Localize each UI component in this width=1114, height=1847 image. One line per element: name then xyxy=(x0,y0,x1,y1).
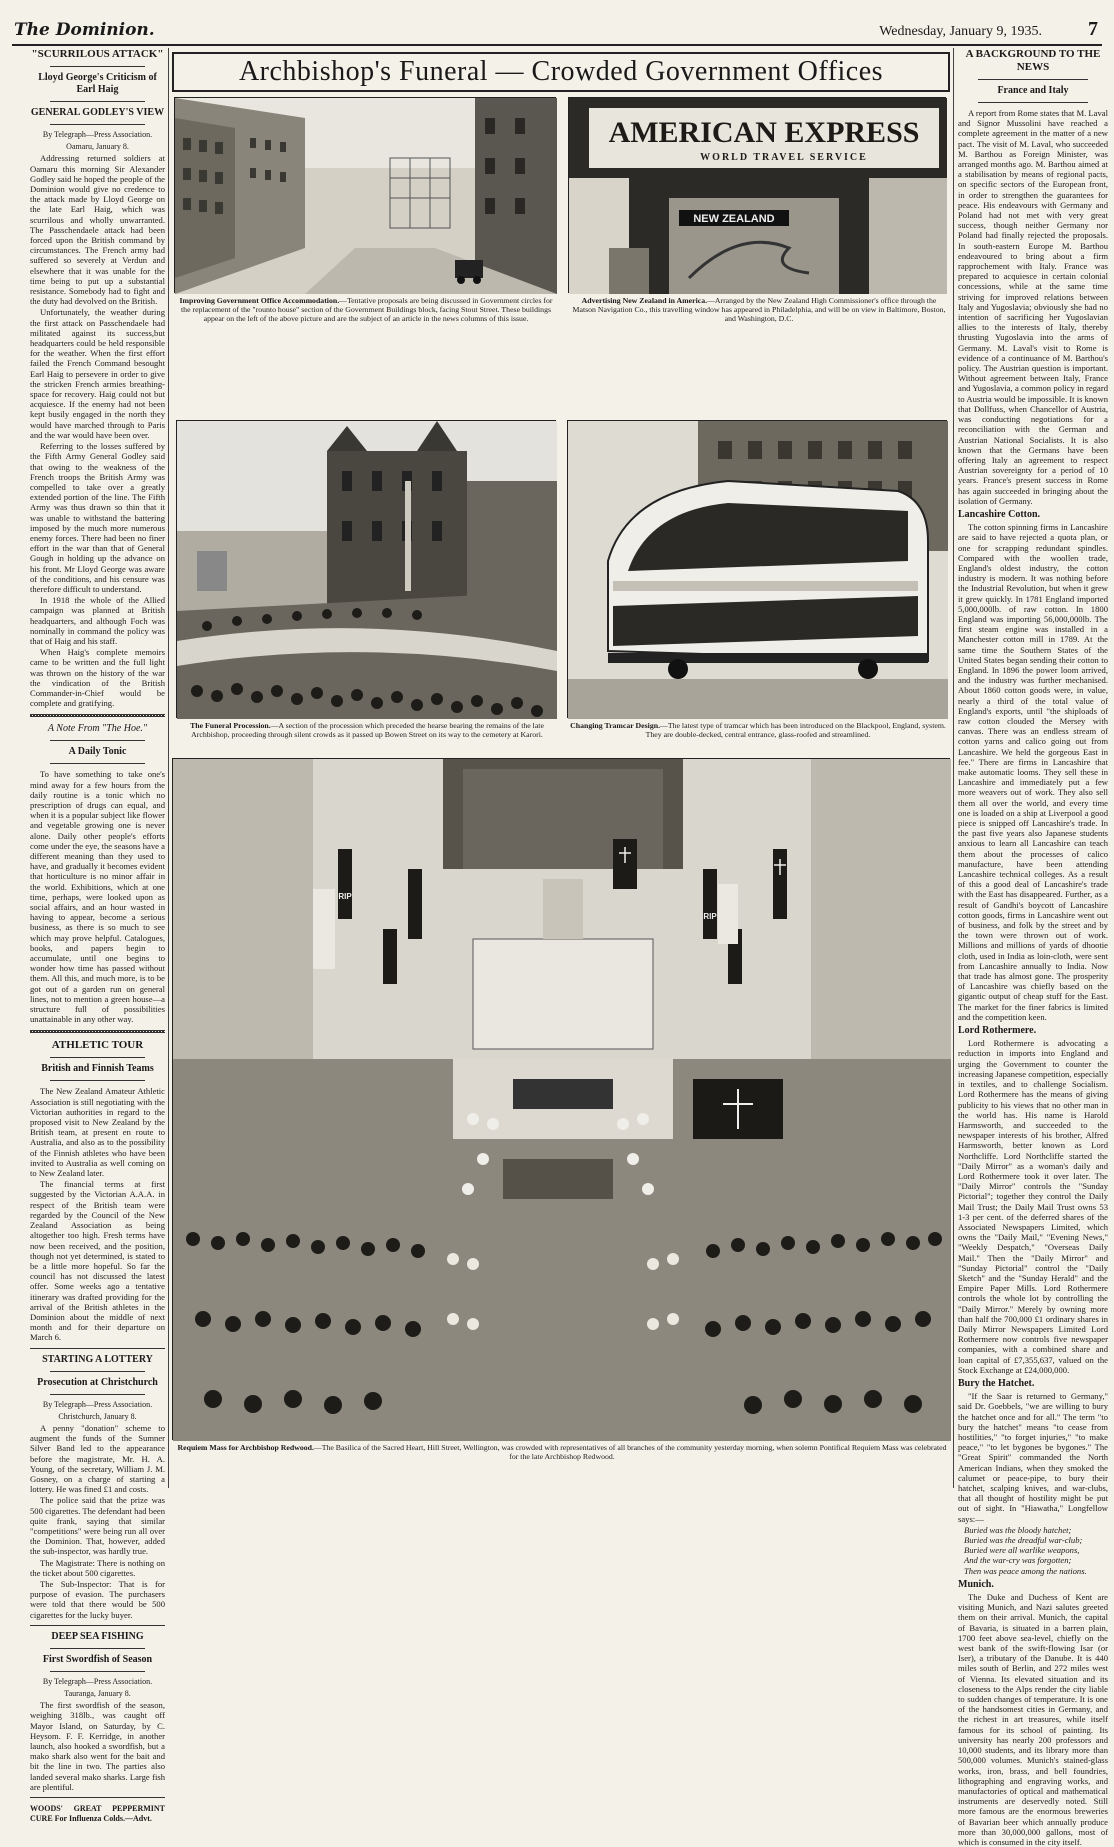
article-paragraph: Addressing returned soldiers at Oamaru this morning Sir Alexander Godley said he hoped the people of the Dominion would give no credence to the attack made by Lloyd George on the late Earl Haig, which was scurrilous and wholly unwarranted. The Passchendaele attack had been forced upon the British command by circumstances. The French army had suffered so severely at Verdun and elsewhere that it was unable for the time being to put up a substantial resistance. Somebody had to fight and the duty had devolved on the British. xyxy=(30,153,165,307)
page-title: Archbishop's Funeral — Crowded Government Offices xyxy=(172,52,950,92)
photo-funeral-procession xyxy=(176,420,556,718)
caption-text: —The latest type of tramcar which has been introduced on the Blackpool, England, system. They are double-decked, central entrance, glass-roofed and streamlined. xyxy=(645,721,946,740)
banner-text: NEW ZEALAND xyxy=(693,213,775,225)
article-byline: By Telegraph—Press Association. xyxy=(42,1676,153,1686)
photo-caption xyxy=(570,296,948,324)
section-heading: Lord Rothermere. xyxy=(958,1025,1037,1037)
section-divider xyxy=(30,1030,165,1033)
caption-title: Changing Tramcar Design. xyxy=(570,721,661,730)
article-dateline: Oamaru, January 8. xyxy=(66,142,129,152)
sign-text: AMERICAN EXPRESS xyxy=(608,116,920,149)
article-paragraph: The police said that the prize was 500 cigarettes. The defendant had been quite frank, saying that similar "competitions" were being run all over the Dominion. That, however, added the sub-inspector, was hardly true. xyxy=(30,1495,165,1557)
banner-rip-text: RIP xyxy=(703,912,717,921)
poem-line: Buried was the dreadful war-club; xyxy=(964,1535,1083,1546)
article-paragraph: Lord Rothermere is advocating a reduction in imports into England and urging the Government to counter the increasing Japanese competition, especially in textiles, and to challenge Socialism. Lord Rothermere has the means of giving publicity to his views that no other man in the world has. His name is Harold Harmsworth, and succeeded to the newspaper interests of his brother, Alfred Harmsworth, better known as Lord Northcliffe. Lord Northcliffe started the "Daily Mirror" as a woman's daily and Lord Rothermere took it over later. The "Daily Mirror" controls the "Sunday Pictorial"; together they control the Daily Mail Trust; the Daily Mail Trust owns 53 1-3 per cent. of the deferred shares of the Associated Newspapers Limited, which owns the "Daily Mail," "Evening News," "Weekly Despatch," "Overseas Daily Mail." Then the "Daily Mirror" and "Sunday Pictorial" control the "Daily Sketch" and the "Sunday Herald" and the Empire Paper Mills. Lord Rothermere controls the whole lot by controlling the "Daily Mirror." Merely by owning more than half the 700,000 £1 ordinary shares in Daily Mirror Newspapers Limited Lord Rothermere now controls five newspaper companies, with a combined share and loan capital of £7,355,637, valued on the Stock Exchange at £24,000,000. xyxy=(958,1038,1108,1375)
right-column xyxy=(958,48,1108,1847)
article-paragraph: The financial terms at first suggested by the Victorian A.A.A. in respect of the British team were regarded by the Council of the New Zealand Association as being altogether too high. Fresh terms have now been received, and the position, though not yet determined, is stated to be a little more hopeful. So far the council has not discussed the latest offer. Some weeks ago a tentative itinerary was drafted providing for the arrival of the British athletes in the Dominion about the middle of next month and for their departure on March 6. xyxy=(30,1179,165,1343)
basilica-interior-image xyxy=(173,759,951,1441)
banner-rip-text: RIP xyxy=(338,892,352,901)
photo-caption xyxy=(178,721,556,739)
poem-line: Buried was the bloody hatchet; xyxy=(964,1524,1072,1535)
photo-government-offices xyxy=(174,97,556,293)
article-paragraph: The Duke and Duchess of Kent are visiting Munich, and Nazi salutes greeted them on their arrival. Munich, the capital of Bavaria, is situated in a barren plain, 1700 feet above sea-level, chiefly on the west bank of the swift-flowing Isar (or Iser), a tributary of the Danube. It is 440 miles south of Berlin, and 272 miles west of Vienna. Its elevated situation and its closeness to the Alps render the city liable to sudden changes of temperature. It is one of the handsomest cities in Germany, and the richest in art treasures, while itself famous for its school of painting. Its university has nearly 200 professors and 10,000 students, and its library more than 500,000 volumes. Munich's stained-glass works, iron, brass, and bell foundries, lithographing and engraving works, and manufactories of optical and mathematical instruments are deservedly noted. Still more famous are the enormous breweries of Bavarian beer which annually produce more than 30,000,000 gallons, most of which is consumed in the city itself. xyxy=(958,1592,1108,1847)
article-byline: By Telegraph—Press Association. xyxy=(42,1399,153,1409)
column-headline: A BACKGROUND TO THE NEWS xyxy=(965,48,1101,73)
article-paragraph: The first swordfish of the season, weighing 318lb., was caught off Mayor Island, on Saturday, by C. Heysom. F. F. Kerridge, in another launch, also hooked a swordfish, but a mako shark also went for the bait and bit the line in two. The parties also landed several mako sharks. Large fish are plentiful. xyxy=(30,1700,165,1792)
advertisement: WOODS' GREAT PEPPERMINT CURE For Influenza Colds.—Advt. xyxy=(30,1804,165,1824)
shop-window-image xyxy=(569,98,947,294)
article-paragraph: When Haig's complete memoirs came to be written and the full light was thrown on the history of the war the vindication of the British Commander-in-Chief would be complete and gratifying. xyxy=(30,647,165,709)
caption-title: Requiem Mass for Archbishop Redwood. xyxy=(177,1443,314,1452)
poem-line: Then was peace among the nations. xyxy=(964,1565,1087,1576)
masthead xyxy=(12,20,1102,46)
caption-text: —A section of the procession which preceded the hearse bearing the remains of the late Archbishop, proceeding through silent crowds as it passed up Bowen Street on its way to the cemetery at Karori. xyxy=(191,721,544,740)
photo-requiem-mass xyxy=(172,758,950,1440)
left-column xyxy=(30,48,165,1824)
article-paragraph: Referring to the losses suffered by the Fifth Army General Godley said that owing to the weakness of the French troops the British Army was compelled to take over a greatly extended portion of the line. The Fifth Army was thus drawn so thin that it was unable to withstand the battering imposed by the much more numerous enemy forces. There had been no finer effort in the war than that of General Gough in holding up the advance on his front. Mr Lloyd George was aware of the conditions, and his censure was therefore difficult to understand. xyxy=(30,441,165,594)
article-subheadline: First Swordfish of Season xyxy=(42,1653,153,1665)
issue-date: Wednesday, January 9, 1935. xyxy=(879,24,1042,39)
caption-title: Improving Government Office Accommodation. xyxy=(179,296,340,305)
poem-line: And the war-cry was forgotten; xyxy=(964,1555,1072,1566)
article-headline: DEEP SEA FISHING xyxy=(51,1630,144,1642)
caption-text: —Arranged by the New Zealand High Commissioner's office through the Matson Navigation Co., this travelling window has appeared in Philadelphia, and will be on view in Baltimore, Boston, and Washington, D.C. xyxy=(572,296,946,324)
article-subheadline: British and Finnish Teams xyxy=(41,1063,154,1075)
street-scene-image xyxy=(175,98,557,294)
article-dateline: Tauranga, January 8. xyxy=(64,1689,131,1698)
article-paragraph: A penny "donation" scheme to augment the funds of the Sumner Silver Band led to the appearance before the magistrate, Mr. H. A. Young, of the secretary, William J. M. Gosney, on a charge of starting a lottery. He was fined £1 and costs. xyxy=(30,1422,165,1495)
page-number: 7 xyxy=(1088,18,1098,40)
section-heading: Munich. xyxy=(958,1578,994,1590)
article-dateline: Christchurch, January 8. xyxy=(58,1411,137,1421)
article-paragraph: Unfortunately, the weather during the first attack on Passchendaele had militated against its success,but headquarters could be held responsible for the weather. When the first effort failed the French Command besought Earl Haig to persevere in order to give the stricken French armies breathing-space for recovery. Haig could not but acquiesce. If the enemy had not been kept busily engaged in the north they would have marched through to Paris and the war would have been over. xyxy=(30,307,165,440)
article-subheadline: France and Italy xyxy=(997,85,1069,96)
article-scurrilous-attack xyxy=(30,48,165,708)
article-paragraph: "If the Saar is returned to Germany," said Dr. Goebbels, "we are willing to bury the hatchet once and for all." The term "to bury the hatchet" means "to cease from hostilities," "to forget injuries," "to make peace," "to let bygones be bygones." The "Great Spirit" commanded the North American Indians, when they smoked the calumet or peace-pipe, to bury their hatchet, scalping knives, and war-clubs, that all thought of hostility might be put out of sight. In "Hiawatha," Longfellow says:— xyxy=(958,1391,1108,1524)
article-paragraph: In 1918 the whole of the Allied campaign was planned at British headquarters, and although Foch was nominally in command the policy was that of Haig and his staff. xyxy=(30,595,165,646)
article-byline: By Telegraph—Press Association. xyxy=(42,130,153,139)
article-paragraph: The cotton spinning firms in Lancashire are said to have rejected a quota plan, or one for scrapping redundant spindles. Compared with the woollen trade, England's oldest industry, the cotton industry is modern. It was nothing before the Industrial Revolution, but when it grew it grew quickly. In 1781 England imported 5,000,000lb. of raw cotton. In 1800 England was importing 56,000,000lb. The first steam engine was installed in a Manchester cotton mill in 1789. At the same time the Southern States of the United States began sending their cotton to England. In 1896 the power loom arrived, and the industry was further mechanised. About 1860 cotton goods were, in value, nearly a third of the total value of England's exports, until "the shiploads of raw cotton clouded the Mersey with canvas. There was an endless stream of cotton yarns and calico going out from Lancashire. We held the gorgeous East in fee." There are firms in Lancashire that make automatic looms. They sell these in Lancashire and immediately put a few more weavers out of work. They also sell them all over the world, and every time one is loaded on a ship at Liverpool a good piece is snipped off Lancashire's trade. In the past five years also Japanese students anxious to learn all Lancashire can teach them about the processes of calico manufacture, have been attending Lancashire technical colleges. As a result of this a good deal of Lancashire's trade with the East has disappeared. Further, as a result of Gandhi's boycott of Lancashire cotton goods, firms in Lancashire went out of business, and folk by the street and by the town were thrown out of work. Millions and millions of yards of dhootie cloth, used in India as loin-cloth, were sent from Lancashire annually to India. Now that trade has almost gone. The prosperity of Lancashire was chiefly based on the gigantic output of cheap stuff for the East. The market for the finer fabrics is limited and the competition keen. xyxy=(958,522,1108,1022)
article-headline: A Note From "The Hoe." xyxy=(47,723,148,735)
article-paragraph: A report from Rome states that M. Laval and Signor Mussolini have reached a complete agreement in the matter of a new pact. The visit of M. Laval, who succeeded M. Barthou as Foreign Minister, was arranged months ago. M. Barthou aimed at a stabilisation by means of regional pacts, on specific sectors of the European front, in order to strengthen the guarantees for peace. His endeavours with Germany and Poland had not met with very great success, though neither Germany nor Poland had finally rejected the proposals. In south-eastern Europe M. Barthou endeavoured to bring about a firm rapprochement with Italy. France was prepared to acquiesce in certain colonial concessions, while at the same time striving for improved relations between Italy and Yugoslavia; obviously she had no intention of sacrificing her Yugoslavian allies to the interests of Italy, thereby thrusting Yugoslavia into the arms of Germany. M. Laval's visit to Rome is evidence of a continuance of M. Barthou's policy. The Austrian question is important. Without agreement between Italy, France and Yugoslavia, a common policy in regard to Austria would be impossible. It is known that Dollfuss, when Chancellor of Austria, was conducting negotiations for a reconciliation with the German and Austrian National Socialists. It is also known that the Germans have been offering Italy an agreement to respect Austrian sovereignty for a period of 10 years. France's present success in Rome has again succeeded in bringing about the isolation of Germany. xyxy=(958,108,1108,506)
column-rule xyxy=(953,48,954,1488)
article-headline: STARTING A LOTTERY xyxy=(42,1353,153,1365)
article-lottery xyxy=(30,1354,165,1620)
photo-caption xyxy=(174,1443,950,1461)
article-athletic-tour xyxy=(30,1039,165,1342)
photo-american-express xyxy=(568,97,946,293)
section-divider xyxy=(30,1625,165,1626)
caption-text: —The Basilica of the Sacred Heart, Hill Street, Wellington, was crowded with representatives of all branches of the community yesterday morning, when solemn Pontifical Requiem Mass was celebrated for the late Archbishop Redwood. xyxy=(313,1443,947,1462)
article-headline: "SCURRILOUS ATTACK" xyxy=(31,48,164,60)
caption-text: —Tentative proposals are being discussed in Government circles for the replacement of the "rounto house" section of the Government Buildings block, facing Stout Street. These buildings appear on the left of the above picture and are the subject of an article in the news columns of this issue. xyxy=(181,296,553,324)
article-subheadline: Prosecution at Christchurch xyxy=(37,1376,158,1388)
photo-tramcar xyxy=(567,420,947,718)
article-headline: ATHLETIC TOUR xyxy=(51,1039,144,1052)
article-deep-sea-fishing xyxy=(30,1631,165,1825)
photo-caption xyxy=(569,721,947,739)
article-paragraph: The New Zealand Amateur Athletic Association is still negotiating with the Victorian authorities in regard to the proposed visit to New Zealand by the British team, at present en route to Australia, and also as to the possibility of the Finnish athletes who have been invited to Australia as well coming on to New Zealand later. xyxy=(30,1086,165,1179)
section-heading: Lancashire Cotton. xyxy=(958,508,1041,520)
sign-subtext: WORLD TRAVEL SERVICE xyxy=(700,152,868,163)
article-daily-tonic xyxy=(30,723,165,1024)
procession-image xyxy=(177,421,557,719)
poem-line: Buried were all warlike weapons, xyxy=(964,1545,1080,1556)
article-subheadline: A Daily Tonic xyxy=(68,746,127,758)
caption-title: The Funeral Procession. xyxy=(190,721,271,730)
article-subheadline: Lloyd George's Criticism of Earl Haig xyxy=(38,72,157,95)
paper-name: The Dominion. xyxy=(14,20,155,40)
section-divider xyxy=(30,714,165,717)
tramcar-image xyxy=(568,421,948,719)
article-paragraph: To have something to take one's mind away for a few hours from the daily routine is a tonic which no prescription of drugs can equal, and when it is a popular subject like flower and vegetable growing one is never alone. Daily other people's efforts come under the eye, the seasons have a different meaning than they used to have, and gradually it becomes evident that horticulture is no minor affair in the world. Exhibitions, which at one time, perhaps, were looked upon as social affairs, and an hour wasted in having to appear, become a serious business, as there is so much to see which may prove helpful. Catalogues, books, and papers begin to accumulate, until one begins to wonder how time has passed without them. All this, and much more, is to be got out of a garden run on general lines, not to mention a green house—a structure full of possibilities unattainable in any other way. xyxy=(30,769,165,1025)
article-subheadline-2: GENERAL GODLEY'S VIEW xyxy=(30,107,165,118)
article-paragraph: The Sub-Inspector: That is for purpose of evasion. The purchasers were told that there would be 500 cigarettes for the lucky buyer. xyxy=(30,1578,165,1620)
column-rule xyxy=(168,48,169,1488)
section-divider xyxy=(30,1348,165,1349)
caption-title: Advertising New Zealand in America. xyxy=(581,296,708,305)
article-paragraph: The Magistrate: There is nothing on the ticket about 500 cigarettes. xyxy=(30,1557,165,1578)
photo-caption xyxy=(176,296,556,324)
section-heading: Bury the Hatchet. xyxy=(958,1377,1035,1389)
